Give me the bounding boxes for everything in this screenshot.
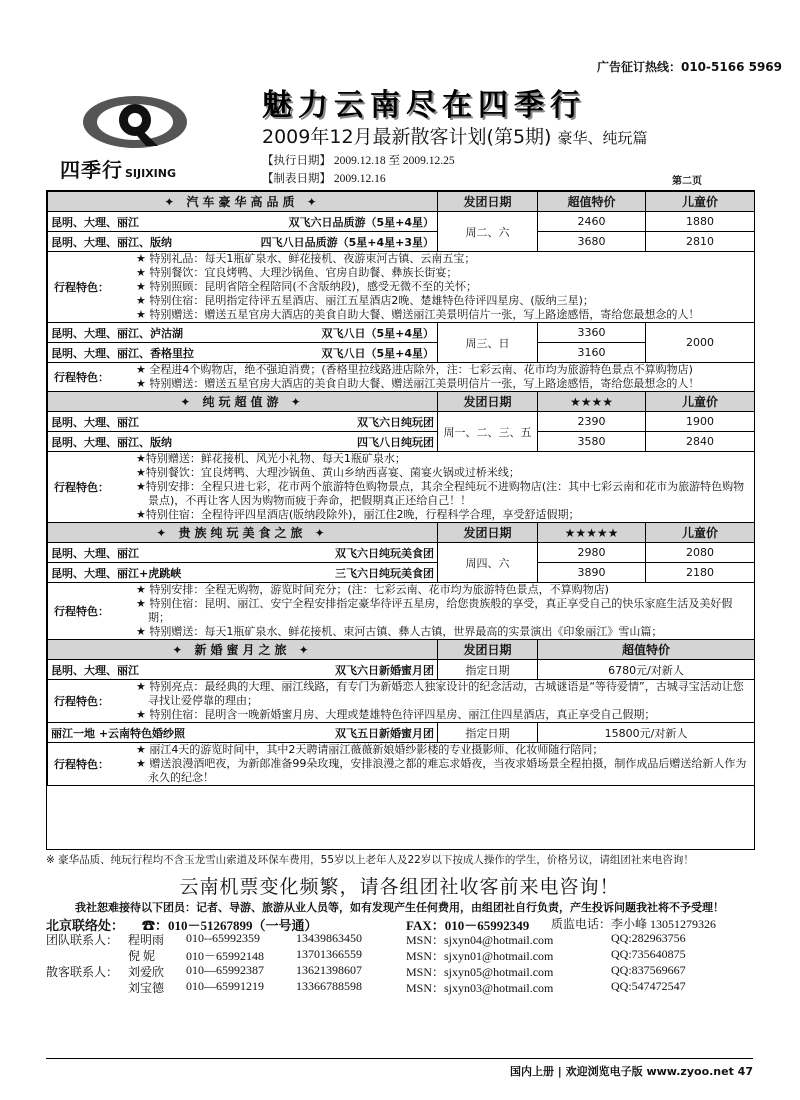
table-row: 昆明、大理、丽江 双飞六日新婚蜜月团 指定日期 6780元/对新人	[48, 660, 755, 680]
features-row: 行程特色： ★ 特别亮点：最经典的大理、丽江线路，有专门为新婚恋人独家设计的纪念活动，古城谜语是“等待爱情”，古城寻宝活动让您寻找让爱停靠的理由； ★ 特别住宿：昆明含一晚新婚蜜月房、大理或楚雄特色待评四星房、丽江住四星酒店，真正享受自己假期；	[48, 680, 755, 723]
plan-title: 2009年12月最新散客计划(第5期) 豪华、纯玩篇	[262, 126, 648, 148]
section-header: ✦ 新婚蜜月之旅 ✦ 发团日期 超值特价	[48, 640, 755, 660]
table-row: 昆明、大理、丽江+虎跳峡 三飞六日纯玩美食团 3890 2180	[48, 563, 755, 583]
contact-block: 北京联络处： ☎：010－51267899（一号通） FAX：010－65992349 质监电话： 李小峰 13051279326 团队联系人： 程明雨 010--65992359 13439863450 MSN：sjxyn04@hotmail.com QQ:282963756 倪 妮 010－65992148 13701366559 MSN：sjxyn01@hotmail.com QQ:735640875 散客联系人： 刘爱欣 010—65992387 13621398607 MSN：sjxyn05@hotmail.com QQ:837569667 刘宝德 010—65991219 13366788598 MSN：sjxyn03@hotmail.com QQ:547472547	[46, 917, 717, 995]
table-row: 昆明、大理、丽江、泸沽湖 双飞八日（5星+4星） 周三、日 3360 2000	[48, 323, 755, 343]
table-row: 丽江一地 +云南特色婚纱照 双飞五日新婚蜜月团 指定日期 15800元/对新人	[48, 723, 755, 743]
features-row: 行程特色： ★ 全程进4个购物店，绝不强迫消费；(香格里拉线路进店除外，注：七彩云南、花市均为旅游特色景点不算购物店) ★ 特别赠送：赠送五星官房大酒店的美食自助大餐、赠送丽江美景明信片一张，写上路途感悟，寄给您最想念的人！	[48, 363, 755, 392]
make-date: 【制表日期】 2009.12.16	[262, 173, 386, 185]
footer	[46, 850, 753, 995]
ad-hotline: 广告征订热线：010-5166 5969	[596, 60, 782, 74]
exec-date: 【执行日期】 2009.12.18 至 2009.12.25	[262, 155, 455, 167]
logo-text: 四季行 SIJIXING	[60, 158, 177, 182]
table-row: 昆明、大理、丽江、版纳 四飞八日纯玩团 3580 2840	[48, 432, 755, 452]
logo-swirl-icon	[80, 90, 190, 152]
section-header: ✦ 汽车豪华高品质 ✦ 发团日期 超值特价 儿童价	[48, 192, 755, 212]
features-row: 行程特色： ★ 特别安排：全程无购物，游览时间充分；(注：七彩云南、花市均为旅游特色景点，不算购物店) ★ 特别住宿：昆明、丽江、安宁全程安排指定豪华待评五星房，给您贵族般的享受，真正享受自己的快乐家庭生活及美好假期； ★ 特别赠送：每天1瓶矿泉水、鲜花接机、束河古镇、彝人古镇，世界最高的实景演出《印象丽江》雪山篇；	[48, 583, 755, 640]
price-notice: ※ 豪华品质、纯玩行程均不含玉龙雪山索道及环保车费用，55岁以上老年人及22岁以下按成人操作的学生，价格另议，请组团社来电咨询！	[46, 854, 694, 866]
table-row: 昆明、大理、丽江、香格里拉 双飞八日（5星+4星） 3160	[48, 343, 755, 363]
disclaimer: 我社恕难接待以下团员：记者、导游、旅游从业人员等，如有发现产生任何费用，由组团社自行负责，产生投诉问题我社将不予受理！	[75, 901, 724, 914]
table-row: 昆明、大理、丽江 双飞六日品质游（5星+4星） 周二、六 2460 1880	[48, 212, 755, 232]
features-row: 行程特色： ★ 丽江4天的游览时间中，其中2天聘请丽江薇薇新娘婚纱影楼的专业摄影师、化妆师随行陪同； ★ 赠送浪漫酒吧夜，为新郎准备99朵玫瑰，安排浪漫之都的难忘求婚夜，当夜求婚场景全程拍摄，制作成品后赠送给新人作为永久的纪念！	[48, 743, 755, 786]
ticket-notice: 云南机票变化频繁，请各组团社收客前来电咨询！	[179, 876, 620, 898]
table-row: 昆明、大理、丽江 双飞六日纯玩美食团 周四、六 2980 2080	[48, 543, 755, 563]
table-row: 昆明、大理、丽江 双飞六日纯玩团 周一、二、三、五 2390 1900	[48, 412, 755, 432]
features-row: 行程特色： ★ 特别礼品：每天1瓶矿泉水、鲜花接机、夜游束河古镇、云南五宝； ★ 特别餐饮：宜良烤鸭、大理沙锅鱼、官房自助餐、彝族长街宴； ★ 特别照顾：昆明省陪全程陪同(不含版纳段)，感受无微不至的关怀； ★ 特别住宿：昆明指定待评五星酒店、丽江五星酒店2晚、楚雄特色待评四星房、(版纳三星)； ★ 特别赠送：赠送五星官房大酒店的美食自助大餐、赠送丽江美景明信片一张，写上路途感悟，寄给您最想念的人！	[48, 252, 755, 323]
section-header: ✦ 纯玩超值游 ✦ 发团日期 ★★★★ 儿童价	[48, 392, 755, 412]
table-row: 昆明、大理、丽江、版纳 四飞八日品质游（5星+4星+3星） 3680 2810	[48, 232, 755, 252]
bottom-bar: 国内上册 | 欢迎浏览电子版 www.zyoo.net 47	[46, 1058, 753, 1079]
section-header: ✦ 贵族纯玩美食之旅 ✦ 发团日期 ★★★★★ 儿童价	[48, 523, 755, 543]
page-number: 第二页	[672, 176, 702, 187]
company-logo	[60, 90, 230, 182]
slogan: 魅力云南尽在四季行	[262, 88, 586, 123]
tour-table	[46, 190, 755, 850]
features-row: 行程特色： ★特别赠送：鲜花接机、风光小礼物、每天1瓶矿泉水； ★特别餐饮：宜良烤鸭、大理沙锅鱼、黄山乡纳西喜宴、菌宴火锅或过桥米线； ★特别安排：全程只进七彩，花市两个旅游特色购物景点，其余全程纯玩不进购物店(注：其中七彩云南和花市为旅游特色购物景点)，不再让客人因为购物而疲于奔命，把假期真正还给自己！！ ★特别住宿：全程待评四星酒店(版纳段除外)，丽江住2晚，行程科学合理，享受舒适假期；	[48, 452, 755, 523]
